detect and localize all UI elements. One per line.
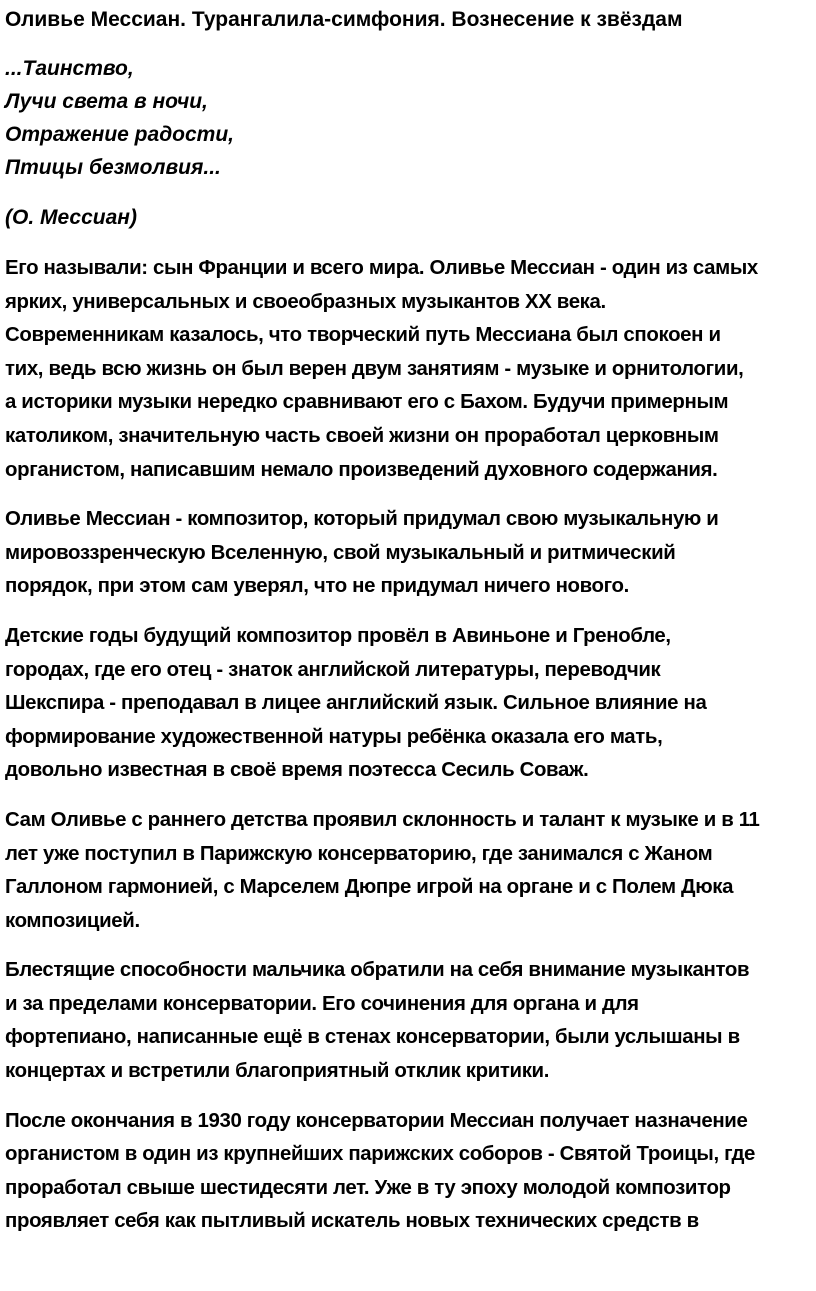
document-title: Оливье Мессиан. Турангалила-симфония. Вознесение к звёздам <box>5 8 683 31</box>
text-line: Оливье Мессиан - композитор, который придумал свою музыкальную и <box>5 508 719 531</box>
text-line: формирование художественной натуры ребёнка оказала его мать, <box>5 725 663 748</box>
paragraph-4 <box>5 804 812 938</box>
poem-line: ...Таинство, <box>5 57 134 80</box>
paragraph-2 <box>5 503 812 604</box>
text-line: католиком, значительную часть своей жизни он проработал церковным <box>5 424 719 447</box>
text-line: тих, ведь всю жизнь он был верен двум занятиям - музыке и орнитологии, <box>5 357 744 380</box>
text-line: и за пределами консерватории. Его сочинения для органа и для <box>5 992 639 1015</box>
text-line: Детские годы будущий композитор провёл в Авиньоне и Гренобле, <box>5 624 671 647</box>
text-line: Его называли: сын Франции и всего мира. Оливье Мессиан - один из самых <box>5 257 758 279</box>
paragraph-3 <box>5 620 812 788</box>
text-line: После окончания в 1930 году консерватории Мессиан получает назначение <box>5 1109 748 1132</box>
text-line: проявляет себя как пытливый искатель новых технических средств в <box>5 1210 699 1233</box>
text-line: лет уже поступил в Парижскую консерваторию, где занимался с Жаном <box>5 842 713 865</box>
text-line: Сам Оливье с раннего детства проявил склонность и талант к музыке и в 11 <box>5 808 760 831</box>
paragraph-6 <box>5 1105 812 1239</box>
text-line: ярких, универсальных и своеобразных музыкантов XX века. <box>5 290 606 313</box>
text-line: порядок, при этом сам уверял, что не придумал ничего нового. <box>5 575 629 598</box>
text-line: а историки музыки нередко сравнивают его с Бахом. Будучи примерным <box>5 391 729 414</box>
text-line: Современникам казалось, что творческий путь Мессиана был спокоен и <box>5 324 721 347</box>
text-line: концертах и встретили благоприятный отклик критики. <box>5 1060 550 1083</box>
text-line: композицией. <box>5 909 140 932</box>
text-line: мировоззренческую Вселенную, свой музыкальный и ритмический <box>5 541 676 564</box>
poem-line: Отражение радости, <box>5 123 235 146</box>
epigraph-author: (О. Мессиан) <box>5 206 137 229</box>
paragraph-1 <box>5 252 812 487</box>
paragraph-5 <box>5 954 812 1088</box>
text-line: Шекспира - преподавал в лицее английский язык. Сильное влияние на <box>5 692 707 715</box>
poem-line: Лучи света в ночи, <box>5 90 208 113</box>
epigraph-poem <box>5 52 812 184</box>
text-line: фортепиано, написанные ещё в стенах консерватории, были услышаны в <box>5 1026 740 1049</box>
text-line: органистом в один из крупнейших парижских соборов - Святой Троицы, где <box>5 1143 756 1166</box>
text-line: Блестящие способности мальчика обратили на себя внимание музыкантов <box>5 959 750 982</box>
text-line: органистом, написавшим немало произведений духовного содержания. <box>5 458 718 481</box>
text-line: городах, где его отец - знаток английской литературы, переводчик <box>5 658 661 681</box>
text-line: проработал свыше шестидесяти лет. Уже в ту эпоху молодой композитор <box>5 1176 731 1199</box>
text-line: довольно известная в своё время поэтесса Сесиль Соваж. <box>5 759 589 782</box>
text-line: Галлоном гармонией, с Марселем Дюпре игрой на органе и с Полем Дюка <box>5 876 734 899</box>
poem-line: Птицы безмолвия... <box>5 156 221 179</box>
